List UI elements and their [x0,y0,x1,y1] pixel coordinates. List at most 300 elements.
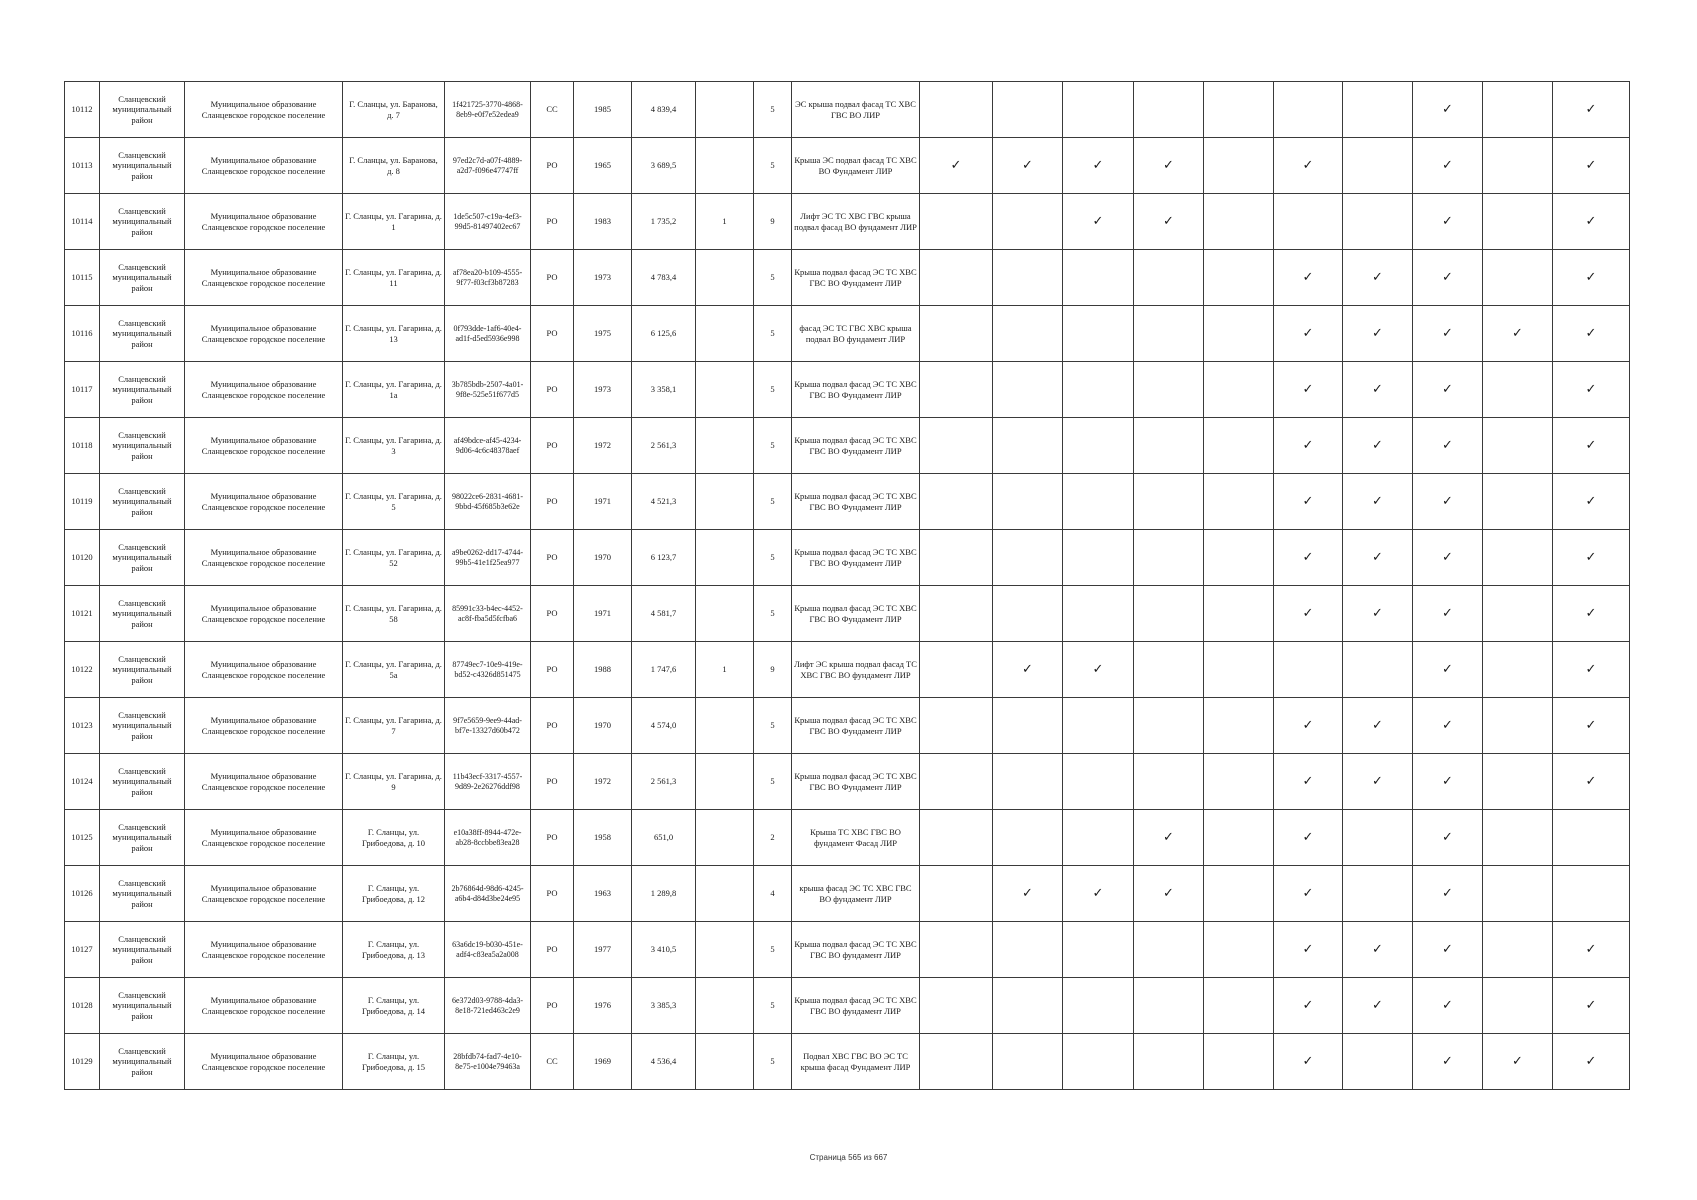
work-check-cell [1274,82,1343,138]
work-check-cell [920,194,993,250]
work-check-cell [1413,306,1483,362]
checkmark-icon: ✓ [1585,717,1597,733]
lifts-cell [696,474,754,530]
work-check-cell [920,362,993,418]
area-cell: 4 839,4 [632,82,696,138]
ownership-type-cell: РО [531,362,574,418]
checkmark-icon: ✓ [1302,325,1314,341]
works-list-cell: Крыша подвал фасад ЭС ТС ХВС ГВС ВО фундамент ЛИР [792,922,920,978]
work-check-cell [993,754,1063,810]
checkmark-icon: ✓ [1442,717,1453,733]
work-check-cell [1413,642,1483,698]
checkmark-icon: ✓ [1442,997,1453,1013]
area-cell: 4 783,4 [632,250,696,306]
checkmark-icon: ✓ [1442,885,1453,901]
works-list-cell: Крыша ТС ХВС ГВС ВО фундамент Фасад ЛИР [792,810,920,866]
checkmark-icon: ✓ [1442,941,1453,957]
table-row [65,418,1630,474]
work-check-cell [920,474,993,530]
checkmark-icon: ✓ [1302,437,1314,453]
work-check-cell [1274,530,1343,586]
table-row [65,530,1630,586]
guid-cell: 6e372d03-9788-4da3-8e18-721ed463c2e9 [445,978,531,1034]
work-check-cell [1063,978,1134,1034]
checkmark-icon: ✓ [1585,773,1597,789]
build-year-cell: 1983 [574,194,632,250]
address-cell: Г. Сланцы, ул. Грибоедова, д. 14 [343,978,445,1034]
work-check-cell [1134,194,1204,250]
work-check-cell [1483,418,1553,474]
checkmark-icon: ✓ [1302,269,1314,285]
table-row [65,922,1630,978]
checkmark-icon: ✓ [1585,325,1597,341]
checkmark-icon: ✓ [1302,605,1314,621]
guid-cell: af78ea20-b109-4555-9f77-f03cf3b87283 [445,250,531,306]
works-list-cell: Крыша подвал фасад ЭС ТС ХВС ГВС ВО Фундамент ЛИР [792,698,920,754]
build-year-cell: 1963 [574,866,632,922]
row-id-cell: 10115 [65,250,100,306]
work-check-cell [1134,810,1204,866]
work-check-cell [993,306,1063,362]
checkmark-icon: ✓ [1022,661,1033,677]
checkmark-icon: ✓ [1585,101,1597,117]
work-check-cell [1413,698,1483,754]
guid-cell: 87749ec7-10e9-419e-bd52-c4326d851475 [445,642,531,698]
work-check-cell [920,866,993,922]
build-year-cell: 1970 [574,698,632,754]
municipality-cell: Муниципальное образование Сланцевское городское поселение [185,586,343,642]
work-check-cell [1483,754,1553,810]
work-check-cell [1063,866,1134,922]
work-check-cell [920,306,993,362]
row-id-cell: 10129 [65,1034,100,1090]
work-check-cell [1274,754,1343,810]
work-check-cell [1553,138,1630,194]
work-check-cell [993,698,1063,754]
lifts-cell [696,810,754,866]
work-check-cell [1204,1034,1274,1090]
checkmark-icon: ✓ [1442,773,1453,789]
work-check-cell [1134,306,1204,362]
address-cell: Г. Сланцы, ул. Гагарина, д. 7 [343,698,445,754]
work-check-cell [1343,1034,1413,1090]
checkmark-icon: ✓ [1372,997,1383,1013]
municipality-cell: Муниципальное образование Сланцевское городское поселение [185,138,343,194]
checkmark-icon: ✓ [1442,269,1453,285]
ownership-type-cell: РО [531,194,574,250]
checkmark-icon: ✓ [1442,829,1453,845]
area-cell: 6 125,6 [632,306,696,362]
checkmark-icon: ✓ [1442,661,1453,677]
work-check-cell [1343,306,1413,362]
works-list-cell: Крыша подвал фасад ЭС ТС ХВС ГВС ВО Фундамент ЛИР [792,586,920,642]
checkmark-icon: ✓ [1585,997,1597,1013]
page-footer: Страница 565 из 667 [809,1153,888,1162]
lifts-cell [696,362,754,418]
area-cell: 1 747,6 [632,642,696,698]
row-id-cell: 10126 [65,866,100,922]
work-check-cell [1483,82,1553,138]
area-cell: 3 410,5 [632,922,696,978]
guid-cell: 3b785bdb-2507-4a01-9f8e-525e51f677d5 [445,362,531,418]
work-check-cell [1134,530,1204,586]
municipality-cell: Муниципальное образование Сланцевское городское поселение [185,474,343,530]
ownership-type-cell: РО [531,866,574,922]
work-check-cell [1134,754,1204,810]
work-check-cell [1274,138,1343,194]
ownership-type-cell: РО [531,250,574,306]
lifts-cell [696,82,754,138]
floors-cell: 5 [754,754,792,810]
guid-cell: 85991c33-b4ec-4452-ac8f-fba5d5fcfba6 [445,586,531,642]
work-check-cell [1553,82,1630,138]
district-cell: Сланцевский муниципальный район [100,1034,185,1090]
work-check-cell [1063,810,1134,866]
floors-cell: 5 [754,138,792,194]
guid-cell: 28bfdb74-fad7-4e10-8e75-e1004e79463a [445,1034,531,1090]
area-cell: 4 581,7 [632,586,696,642]
table-row [65,754,1630,810]
floors-cell: 5 [754,698,792,754]
lifts-cell [696,754,754,810]
work-check-cell [1343,362,1413,418]
ownership-type-cell: РО [531,586,574,642]
works-list-cell: Лифт ЭС крыша подвал фасад ТС ХВС ГВС ВО фундамент ЛИР [792,642,920,698]
work-check-cell [1204,250,1274,306]
district-cell: Сланцевский муниципальный район [100,306,185,362]
area-cell: 4 536,4 [632,1034,696,1090]
work-check-cell [1553,1034,1630,1090]
work-check-cell [993,922,1063,978]
table-row [65,82,1630,138]
ownership-type-cell: РО [531,418,574,474]
district-cell: Сланцевский муниципальный район [100,194,185,250]
works-list-cell: фасад ЭС ТС ГВС ХВС крыша подвал ВО фундамент ЛИР [792,306,920,362]
row-id-cell: 10118 [65,418,100,474]
municipality-cell: Муниципальное образование Сланцевское городское поселение [185,1034,343,1090]
works-list-cell: Подвал ХВС ГВС ВО ЭС ТС крыша фасад Фундамент ЛИР [792,1034,920,1090]
work-check-cell [1063,922,1134,978]
ownership-type-cell: РО [531,530,574,586]
works-list-cell: Крыша подвал фасад ЭС ТС ХВС ГВС ВО Фундамент ЛИР [792,250,920,306]
area-cell: 1 289,8 [632,866,696,922]
ownership-type-cell: РО [531,306,574,362]
guid-cell: 9f7e5659-9ee9-44ad-bf7e-13327d60b472 [445,698,531,754]
works-list-cell: Крыша подвал фасад ЭС ТС ХВС ГВС ВО фундамент ЛИР [792,978,920,1034]
work-check-cell [1343,418,1413,474]
district-cell: Сланцевский муниципальный район [100,362,185,418]
work-check-cell [1483,138,1553,194]
ownership-type-cell: РО [531,474,574,530]
work-check-cell [1274,978,1343,1034]
table-row [65,586,1630,642]
work-check-cell [1483,698,1553,754]
works-list-cell: ЭС крыша подвал фасад ТС ХВС ГВС ВО ЛИР [792,82,920,138]
checkmark-icon: ✓ [1585,941,1597,957]
area-cell: 651,0 [632,810,696,866]
works-list-cell: Крыша подвал фасад ЭС ТС ХВС ГВС ВО Фундамент ЛИР [792,754,920,810]
work-check-cell [1483,866,1553,922]
checkmark-icon: ✓ [1442,157,1453,173]
work-check-cell [920,754,993,810]
work-check-cell [1413,1034,1483,1090]
checkmark-icon: ✓ [1442,325,1453,341]
area-cell: 3 385,3 [632,978,696,1034]
housing-registry-table [64,81,1630,1090]
works-list-cell: Крыша подвал фасад ЭС ТС ХВС ГВС ВО Фундамент ЛИР [792,530,920,586]
row-id-cell: 10128 [65,978,100,1034]
work-check-cell [1204,474,1274,530]
work-check-cell [1343,698,1413,754]
ownership-type-cell: РО [531,754,574,810]
work-check-cell [1553,698,1630,754]
work-check-cell [993,362,1063,418]
work-check-cell [1274,642,1343,698]
ownership-type-cell: РО [531,922,574,978]
address-cell: Г. Сланцы, ул. Гагарина, д. 1 [343,194,445,250]
checkmark-icon: ✓ [1022,157,1033,173]
work-check-cell [993,138,1063,194]
work-check-cell [920,810,993,866]
work-check-cell [920,138,993,194]
row-id-cell: 10112 [65,82,100,138]
work-check-cell [1413,978,1483,1034]
municipality-cell: Муниципальное образование Сланцевское городское поселение [185,866,343,922]
work-check-cell [1274,474,1343,530]
work-check-cell [1204,586,1274,642]
work-check-cell [1483,250,1553,306]
checkmark-icon: ✓ [1302,997,1314,1013]
work-check-cell [1343,922,1413,978]
work-check-cell [1343,250,1413,306]
work-check-cell [1134,418,1204,474]
guid-cell: 98022ce6-2831-4681-9bbd-45f685b3e62e [445,474,531,530]
work-check-cell [1204,978,1274,1034]
work-check-cell [1134,362,1204,418]
guid-cell: 63a6dc19-b030-451e-adf4-c83ea5a2a008 [445,922,531,978]
area-cell: 2 561,3 [632,754,696,810]
work-check-cell [993,866,1063,922]
build-year-cell: 1976 [574,978,632,1034]
checkmark-icon: ✓ [1163,213,1174,229]
table-row [65,810,1630,866]
work-check-cell [1063,362,1134,418]
lifts-cell [696,530,754,586]
work-check-cell [1413,194,1483,250]
work-check-cell [1413,418,1483,474]
district-cell: Сланцевский муниципальный район [100,810,185,866]
address-cell: Г. Сланцы, ул. Баранова, д. 7 [343,82,445,138]
ownership-type-cell: РО [531,810,574,866]
work-check-cell [1204,530,1274,586]
work-check-cell [920,1034,993,1090]
municipality-cell: Муниципальное образование Сланцевское городское поселение [185,418,343,474]
address-cell: Г. Сланцы, ул. Гагарина, д. 58 [343,586,445,642]
work-check-cell [1413,250,1483,306]
row-id-cell: 10117 [65,362,100,418]
work-check-cell [1553,866,1630,922]
checkmark-icon: ✓ [1442,101,1453,117]
checkmark-icon: ✓ [1372,493,1383,509]
work-check-cell [1553,530,1630,586]
floors-cell: 5 [754,474,792,530]
work-check-cell [920,250,993,306]
work-check-cell [993,586,1063,642]
work-check-cell [1134,138,1204,194]
checkmark-icon: ✓ [1585,549,1597,565]
row-id-cell: 10119 [65,474,100,530]
checkmark-icon: ✓ [1585,661,1597,677]
row-id-cell: 10121 [65,586,100,642]
row-id-cell: 10116 [65,306,100,362]
work-check-cell [1483,810,1553,866]
table-row [65,250,1630,306]
work-check-cell [993,1034,1063,1090]
table-row [65,138,1630,194]
district-cell: Сланцевский муниципальный район [100,82,185,138]
work-check-cell [1343,474,1413,530]
work-check-cell [993,250,1063,306]
work-check-cell [1553,922,1630,978]
checkmark-icon: ✓ [1442,381,1453,397]
checkmark-icon: ✓ [1585,437,1597,453]
checkmark-icon: ✓ [1163,157,1174,173]
lifts-cell: 1 [696,642,754,698]
checkmark-icon: ✓ [1372,605,1383,621]
guid-cell: 0f793dde-1af6-40e4-ad1f-d5ed5936e998 [445,306,531,362]
works-list-cell: Крыша подвал фасад ЭС ТС ХВС ГВС ВО Фундамент ЛИР [792,474,920,530]
guid-cell: af49bdce-af45-4234-9d06-4c6c48378aef [445,418,531,474]
address-cell: Г. Сланцы, ул. Гагарина, д. 1а [343,362,445,418]
checkmark-icon: ✓ [1372,773,1383,789]
build-year-cell: 1973 [574,250,632,306]
work-check-cell [1483,1034,1553,1090]
work-check-cell [1343,530,1413,586]
table-row [65,362,1630,418]
work-check-cell [1204,698,1274,754]
checkmark-icon: ✓ [1372,941,1383,957]
work-check-cell [1274,698,1343,754]
work-check-cell [1134,642,1204,698]
build-year-cell: 1958 [574,810,632,866]
district-cell: Сланцевский муниципальный район [100,698,185,754]
works-list-cell: крыша фасад ЭС ТС ХВС ГВС ВО фундамент ЛИР [792,866,920,922]
checkmark-icon: ✓ [1585,269,1597,285]
row-id-cell: 10124 [65,754,100,810]
work-check-cell [1343,642,1413,698]
work-check-cell [1204,82,1274,138]
build-year-cell: 1988 [574,642,632,698]
checkmark-icon: ✓ [1302,829,1314,845]
work-check-cell [1343,82,1413,138]
municipality-cell: Муниципальное образование Сланцевское городское поселение [185,362,343,418]
work-check-cell [993,642,1063,698]
build-year-cell: 1970 [574,530,632,586]
work-check-cell [1413,82,1483,138]
area-cell: 4 574,0 [632,698,696,754]
floors-cell: 5 [754,418,792,474]
floors-cell: 5 [754,922,792,978]
work-check-cell [1274,1034,1343,1090]
checkmark-icon: ✓ [1372,437,1383,453]
district-cell: Сланцевский муниципальный район [100,642,185,698]
ownership-type-cell: СС [531,1034,574,1090]
work-check-cell [1134,474,1204,530]
checkmark-icon: ✓ [1022,885,1033,901]
district-cell: Сланцевский муниципальный район [100,138,185,194]
table-row [65,866,1630,922]
lifts-cell [696,250,754,306]
work-check-cell [1063,250,1134,306]
work-check-cell [1483,194,1553,250]
municipality-cell: Муниципальное образование Сланцевское городское поселение [185,82,343,138]
work-check-cell [1483,642,1553,698]
work-check-cell [1204,418,1274,474]
work-check-cell [993,194,1063,250]
work-check-cell [1413,586,1483,642]
work-check-cell [1483,978,1553,1034]
municipality-cell: Муниципальное образование Сланцевское городское поселение [185,698,343,754]
checkmark-icon: ✓ [1442,549,1453,565]
district-cell: Сланцевский муниципальный район [100,418,185,474]
ownership-type-cell: РО [531,642,574,698]
work-check-cell [993,530,1063,586]
district-cell: Сланцевский муниципальный район [100,474,185,530]
work-check-cell [1343,586,1413,642]
work-check-cell [920,82,993,138]
address-cell: Г. Сланцы, ул. Баранова, д. 8 [343,138,445,194]
work-check-cell [1343,978,1413,1034]
work-check-cell [1134,866,1204,922]
checkmark-icon: ✓ [1302,157,1314,173]
municipality-cell: Муниципальное образование Сланцевское городское поселение [185,530,343,586]
work-check-cell [920,418,993,474]
build-year-cell: 1977 [574,922,632,978]
lifts-cell [696,138,754,194]
checkmark-icon: ✓ [1092,661,1104,677]
lifts-cell [696,306,754,362]
checkmark-icon: ✓ [1372,381,1383,397]
work-check-cell [1274,362,1343,418]
floors-cell: 9 [754,642,792,698]
ownership-type-cell: РО [531,698,574,754]
checkmark-icon: ✓ [1372,269,1383,285]
checkmark-icon: ✓ [1585,157,1597,173]
work-check-cell [1553,754,1630,810]
works-list-cell: Крыша подвал фасад ЭС ТС ХВС ГВС ВО Фундамент ЛИР [792,362,920,418]
work-check-cell [1553,194,1630,250]
work-check-cell [1274,418,1343,474]
work-check-cell [1343,810,1413,866]
work-check-cell [1063,138,1134,194]
checkmark-icon: ✓ [1302,549,1314,565]
work-check-cell [1063,754,1134,810]
checkmark-icon: ✓ [1302,941,1314,957]
work-check-cell [1204,138,1274,194]
table-row [65,1034,1630,1090]
checkmark-icon: ✓ [1585,381,1597,397]
checkmark-icon: ✓ [1585,1053,1597,1069]
work-check-cell [1134,586,1204,642]
address-cell: Г. Сланцы, ул. Гагарина, д. 5а [343,642,445,698]
checkmark-icon: ✓ [1442,1053,1453,1069]
checkmark-icon: ✓ [1163,829,1174,845]
row-id-cell: 10120 [65,530,100,586]
checkmark-icon: ✓ [1512,1053,1523,1069]
work-check-cell [1413,474,1483,530]
row-id-cell: 10127 [65,922,100,978]
work-check-cell [1204,754,1274,810]
